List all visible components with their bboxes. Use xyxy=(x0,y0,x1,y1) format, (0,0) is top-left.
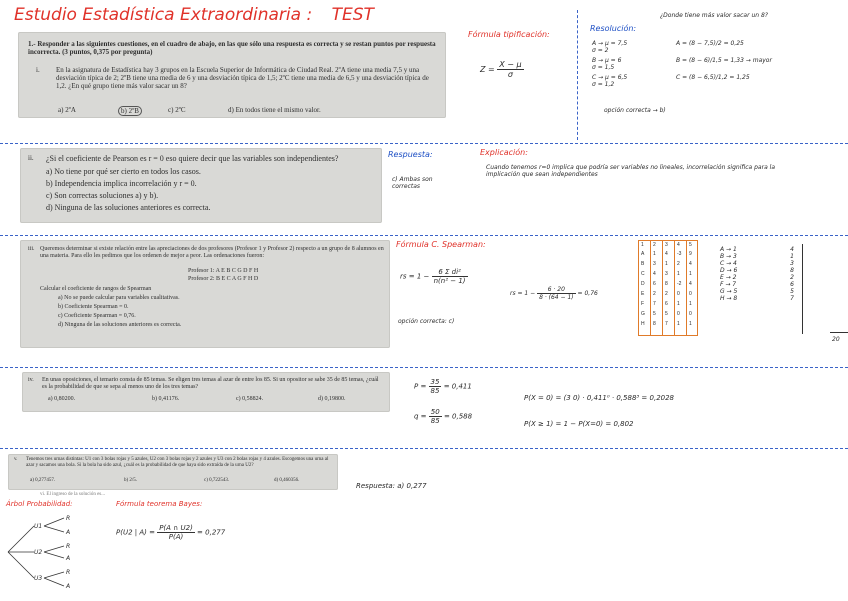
rank-table-cell: -3 xyxy=(677,251,682,257)
rank-table-cell: 7 xyxy=(653,301,656,307)
q3-ranks-right: 4 1 3 8 2 6 5 7 xyxy=(790,246,794,302)
rank-table-cell: 0 xyxy=(677,311,680,317)
rank-table-cell: 5 xyxy=(665,311,668,317)
q2-answer-label: Respuesta: xyxy=(388,150,433,159)
rank-table-cell: 0 xyxy=(689,311,692,317)
question-3-photo: iii. Queremos determinar si existe relación entre las apreciaciones de dos profesores (Profesor 1 y Profesor 2) respecto a un grupo de 8 alumnos en una materia. Para ello les pedimos que los ordenen de mejor a peor. Las ordenaciones fueron: Profesor 1: A E B C G D F H Profesor 2: B E C A G F H D Calcular el coeficiente de rangos de Spearman a) No se puede calcular para variables cualitativas. b) Coeficiente Spearman = 0. c) Coeficiente Spearman = 0,76. d) Ninguna de las soluciones anteriores es correcta. xyxy=(20,240,390,348)
q4-calc-1: P(X = 0) = (3 0) · 0,411⁰ · 0,588³ = 0,2028 xyxy=(524,394,675,402)
rank-table-cell: B xyxy=(641,261,645,267)
q3-ranks-left: A → 1 B → 3 C → 4 D → 6 E → 2 F → 7 G → 5 H → 8 xyxy=(720,246,738,302)
rank-table-cell: 2 xyxy=(653,291,656,297)
rank-table-cell: 1 xyxy=(665,261,668,267)
rank-table-cell: E xyxy=(641,291,645,297)
rank-table-cell: 8 xyxy=(653,321,656,327)
question-2-photo: ii. ¿Si el coeficiente de Pearson es r = 0 eso quiere decir que las variables son independientes? a) No tiene por qué ser cierto en todos los casos. b) Independencia implica incorrelación y r = 0. c) Son correctas soluciones a) y b). d) Ninguna de las soluciones anteriores es correcta. xyxy=(20,148,382,223)
q5-tree-label: Árbol Probabilidad: xyxy=(6,500,73,508)
rank-table-cell: 1 xyxy=(677,301,680,307)
rank-table-cell: 6 xyxy=(665,301,668,307)
rank-table-cell: 1 xyxy=(677,321,680,327)
q3-column-rule xyxy=(802,244,803,334)
q1-formula: Z = $\frac{X - \mu}{\sigma}$ xyxy=(480,60,522,79)
tree-leaf-u2-a: A xyxy=(66,555,71,562)
rank-table-cell: H xyxy=(641,321,645,327)
q5-bayes-label: Fórmula teorema Bayes: xyxy=(116,500,203,508)
rank-table-cell: 1 xyxy=(689,321,692,327)
rank-table-cell: 1 xyxy=(653,251,656,257)
q4-p-formula: P = $\frac{35}{85}$ = 0,411 xyxy=(414,378,472,395)
tree-leaf-u1-r: R xyxy=(66,515,71,522)
rank-table-header-cell: 4 xyxy=(677,242,680,248)
rank-table-cell: G xyxy=(641,311,645,317)
q1-resolution-given: A → μ = 7,5 σ = 2 B → μ = 6 σ = 1,5 C → μ = 6,5 σ = 1,2 xyxy=(592,40,628,88)
tree-leaf-u3-r: R xyxy=(66,569,71,576)
tree-node-u3: U3 xyxy=(34,575,43,582)
rank-table-header-cell: 3 xyxy=(665,242,668,248)
section-divider-3 xyxy=(0,367,848,368)
q2-answer: c) Ambas son correctas xyxy=(392,176,433,190)
q2-explanation: Cuando tenemos r=0 implica que podría ser variables no lineales, incorrelación significa para la implicación que sean independientes xyxy=(486,164,775,178)
q1-resolution-calc: A = (8 − 7,5)/2 = 0,25 B = (8 − 6)/1,5 = 1,33 → mayor C = (8 − 6,5)/1,2 = 1,25 xyxy=(676,40,772,81)
q3-sum-rule xyxy=(830,332,848,333)
rank-table-cell: 3 xyxy=(653,261,656,267)
rank-table-cell: -2 xyxy=(677,281,682,287)
q5-answer: Respuesta: a) 0,277 xyxy=(356,482,427,490)
tree-node-u1: U1 xyxy=(34,523,43,530)
rank-table-cell: 5 xyxy=(653,311,656,317)
q1-conclusion: opción correcta → b) xyxy=(604,107,666,114)
q5-bayes-formula: P(U2 | A) = $\frac{P(A \cap U2)}{P(A)}$ = 0,277 xyxy=(116,524,226,541)
question-4-photo: iv. En unas oposiciones, el temario consta de 85 temas. Se eligen tres temas al azar de entre los 85. Si un opositor se sabe 35 de 85 temas, ¿cuál es la probabilidad de que se sepa al menos uno de los tres temas? a) 0,80200. b) 0,41176. c) 0,58824. d) 0,19800. xyxy=(22,372,390,412)
rank-table-cell: 9 xyxy=(689,251,692,257)
question-5-photo: v. Tenemos tres urnas distintas: U1 con 3 bolas rojas y 5 azules, U2 con 3 bolas rojas y 2 azules y U3 con 2 bolas rojas y 4 azules. Escogemos una urna al azar y sacamos una bola. Si la bola ha sido azul, ¿cuál es la probabilidad de que haya sido extraída de la urna U2? a) 0,277457. b) 2/5. c) 0,722543. d) 0,460356. xyxy=(8,454,338,490)
rank-table-cell: 4 xyxy=(689,261,692,267)
tree-leaf-u1-a: A xyxy=(66,529,71,536)
rank-table-cell: 4 xyxy=(665,251,668,257)
q5-footer-text: vi. El ingreso de la solución es... xyxy=(40,492,105,497)
rank-table-cell: 6 xyxy=(653,281,656,287)
title-tag: TEST xyxy=(331,5,374,25)
q1-resolution-label: Resolución: xyxy=(590,24,637,33)
section-divider-1 xyxy=(0,143,848,144)
q3-conclusion: opción correcta: c) xyxy=(398,318,455,325)
q3-sum: 20 xyxy=(832,336,840,343)
q1-formula-label: Fórmula tipificación: xyxy=(468,30,550,39)
rank-table-cell: F xyxy=(641,301,645,307)
q4-calc-2: P(X ≥ 1) = 1 − P(X=0) = 0,802 xyxy=(524,420,634,428)
rank-table-cell: 2 xyxy=(665,291,668,297)
rank-table-cell: A xyxy=(641,251,645,257)
q1-resolution-note: ¿Donde tiene más valor sacar un 8? xyxy=(660,12,768,19)
section-divider-4 xyxy=(0,448,848,449)
q3-formula: rs = 1 − $\frac{\text{6 Σ di²}}{\text{n(n² − 1)}}$ xyxy=(400,268,466,285)
rank-table-cell: 1 xyxy=(677,271,680,277)
rank-table-cell: 8 xyxy=(665,281,668,287)
section-divider-2 xyxy=(0,235,848,236)
rank-table-header-cell: 2 xyxy=(653,242,656,248)
vertical-divider xyxy=(577,10,578,140)
probability-tree xyxy=(4,512,84,592)
question-1-photo: 1.- Responder a las siguientes cuestiones, en el cuadro de abajo, en las que sólo una respuesta es correcta y se restan puntos por respuesta incorrecta. (3 puntos, 0,375 por pregunta) i. En la asignatura de Estadística hay 3 grupos en la Escuela Superior de Informática de Ciudad Real. 2ºA tiene una media 7,5 y una desviación típica de 2; 2ºB tiene una media de 6 y una desviación típica de 1,5; 2ºC tiene una media de 6,5 y una desviación típica de 1,2. ¿En qué grupo tiene más valor sacar un 8? a) 2ºA b) 2ºB c) 2ºC d) En todos tiene el mismo valor. xyxy=(18,32,446,118)
rank-table-cell: 7 xyxy=(665,321,668,327)
q4-q-formula: q = $\frac{50}{85}$ = 0,588 xyxy=(414,408,473,425)
q3-calculation: rs = 1 − $\frac{6 \cdot 20}{8 \cdot (64 - 1)}$ = 0,76 xyxy=(510,286,598,301)
rank-table-cell: 2 xyxy=(677,261,680,267)
rank-table-cell: D xyxy=(641,281,645,287)
rank-table-cell: 0 xyxy=(677,291,680,297)
q3-rank-table xyxy=(638,240,698,336)
rank-table-cell: 0 xyxy=(689,291,692,297)
page-title: Estudio Estadística Extraordinaria : TEST xyxy=(14,5,374,25)
rank-table-header-cell: 1 xyxy=(641,242,644,248)
rank-table-cell: 3 xyxy=(665,271,668,277)
rank-table-cell: 1 xyxy=(689,301,692,307)
tree-leaf-u3-a: A xyxy=(66,583,71,590)
rank-table-cell: 1 xyxy=(689,271,692,277)
tree-node-u2: U2 xyxy=(34,549,43,556)
tree-leaf-u2-r: R xyxy=(66,543,71,550)
rank-table-cell: 4 xyxy=(689,281,692,287)
q3-formula-label: Fórmula C. Spearman: xyxy=(396,240,486,249)
q1-selected-option: b) 2ºB xyxy=(118,106,142,116)
rank-table-cell: 4 xyxy=(653,271,656,277)
rank-table-cell: C xyxy=(641,271,645,277)
rank-table-header-cell: 5 xyxy=(689,242,692,248)
q2-explanation-label: Explicación: xyxy=(480,148,528,157)
